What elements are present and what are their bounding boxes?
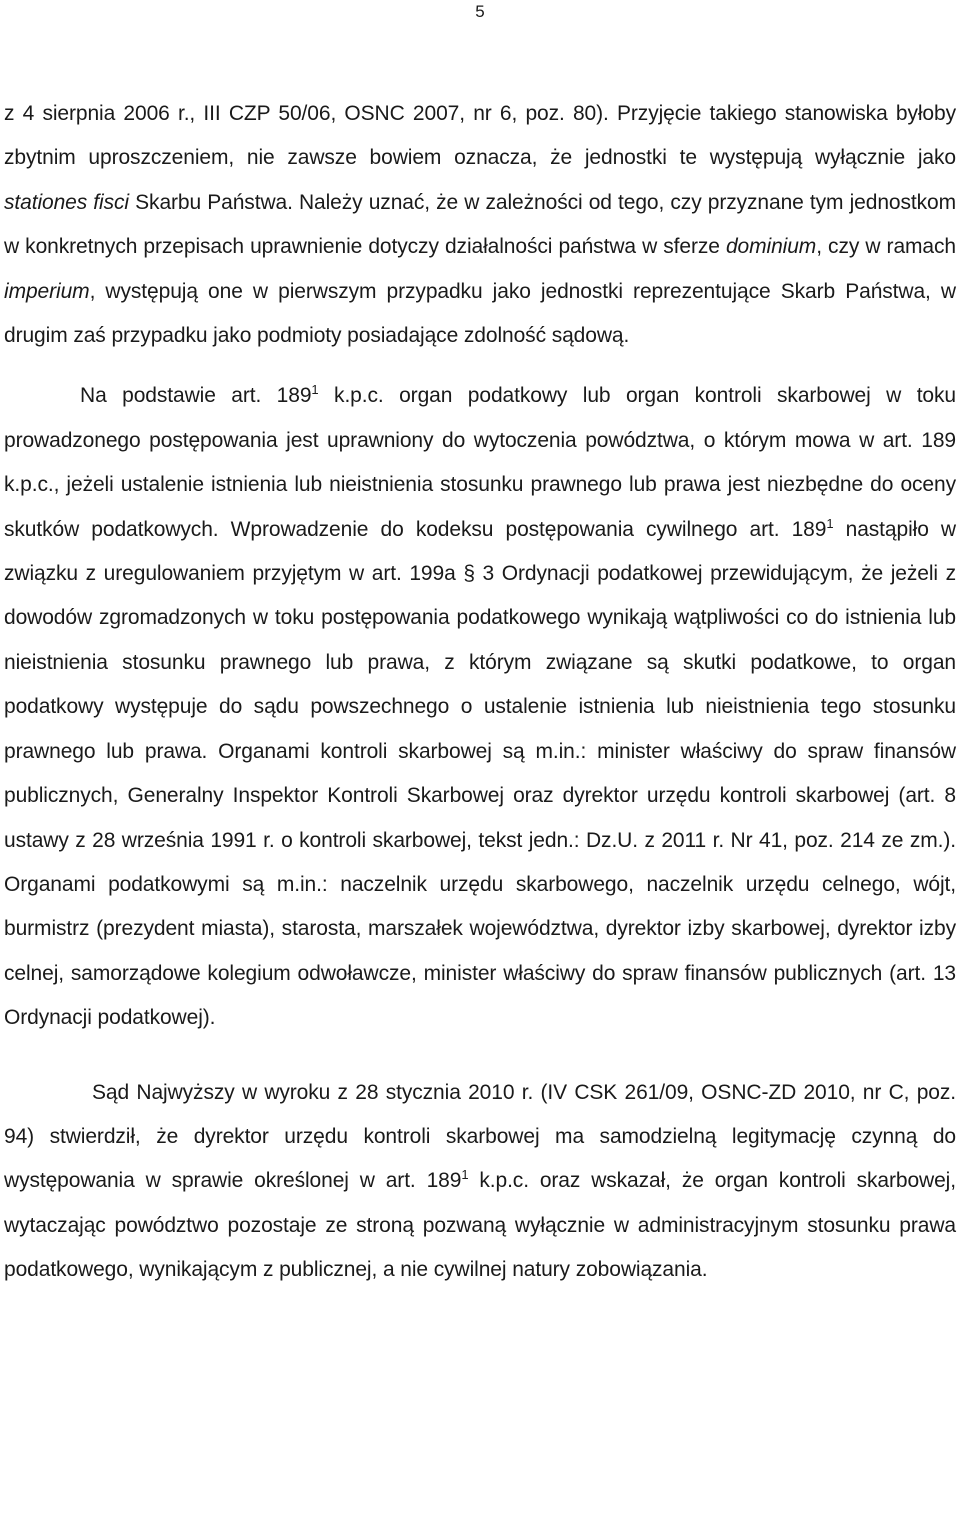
text-run: Skarbu Państwa. Należy uznać, że w zależności od tego, czy przyznane tym jednostkom w konkretnych przepisach uprawnienie dotyczy działalności państwa w sferze — [4, 190, 956, 259]
superscript-marker: 1 — [826, 515, 834, 531]
italic-term: stationes fisci — [4, 190, 129, 214]
paragraph-2 — [4, 374, 956, 1040]
paragraph-3 — [4, 1071, 956, 1293]
text-run: nastąpiło w związku z uregulowaniem przyjętym w art. 199a § 3 Ordynacji podatkowej przewidującym, że jeżeli z dowodów zgromadzonych w toku postępowania podatkowego wynikają wątpliwości co do istnienia lub nieistnienia stosunku prawnego lub prawa, z którym związane są skutki podatkowe, to organ podatkowy występuje do sądu powszechnego o ustalenie istnienia lub nieistnienia tego stosunku prawnego lub prawa. Organami kontroli skarbowej są m.in.: minister właściwy do spraw finansów publicznych, Generalny Inspektor Kontroli Skarbowej oraz dyrektor urzędu kontroli skarbowej (art. 8 ustawy z 28 września 1991 r. o kontroli skarbowej, tekst jedn.: Dz.U. z 2011 r. Nr 41, poz. 214 ze zm.). Organami podatkowymi są m.in.: naczelnik urzędu skarbowego, naczelnik urzędu celnego, wójt, burmistrz (prezydent miasta), starosta, marszałek województwa, dyrektor izby skarbowej, dyrektor izby celnej, samorządowe kolegium odwoławcze, minister właściwy do spraw finansów publicznych (art. 13 Ordynacji podatkowej). — [4, 517, 956, 1030]
text-run: k.p.c. oraz wskazał, że organ kontroli skarbowej, wytaczając powództwo pozostaje ze stroną pozwaną wyłącznie w administracyjnym stosunku prawa podatkowego, wynikającym z publicznej, a nie cywilnej natury zobowiązania. — [4, 1169, 956, 1282]
paragraph-1 — [4, 92, 956, 358]
page-number: 5 — [475, 2, 485, 21]
superscript-marker: 1 — [311, 382, 319, 398]
text-run: z 4 sierpnia 2006 r., III CZP 50/06, OSNC 2007, nr 6, poz. 80). Przyjęcie takiego stanowiska byłoby zbytnim uproszczeniem, nie zawsze bowiem oznacza, że jednostki te występują wyłącznie jako — [4, 102, 956, 170]
italic-term: dominium — [725, 235, 817, 259]
text-run: Sąd Najwyższy w wyroku z 28 stycznia 2010 r. (IV CSK 261/09, OSNC-ZD 2010, nr C, poz. 94) stwierdził, że dyrektor urzędu kontroli skarbowej ma samodzielną legitymację czynną do występowania w sprawie określonej w art. 189 — [4, 1080, 956, 1193]
italic-term: imperium — [4, 279, 90, 303]
text-run: k.p.c. organ podatkowy lub organ kontroli skarbowej w toku prowadzonego postępowania jest uprawniony do wytoczenia powództwa, o którym mowa w art. 189 k.p.c., jeżeli ustalenie istnienia lub nieistnienia stosunku prawnego lub prawa jest niezbędne do oceny skutków podatkowych. Wprowadzenie do kodeksu postępowania cywilnego art. 189 — [4, 384, 956, 541]
text-run: , czy w ramach — [816, 235, 956, 259]
superscript-marker: 1 — [461, 1167, 469, 1183]
document-body — [4, 92, 956, 1293]
text-run: Na podstawie art. 189 — [80, 384, 312, 408]
text-run: , występują one w pierwszym przypadku jako jednostki reprezentujące Skarb Państwa, w drugim zaś przypadku jako podmioty posiadające zdolność sądową. — [4, 279, 956, 348]
